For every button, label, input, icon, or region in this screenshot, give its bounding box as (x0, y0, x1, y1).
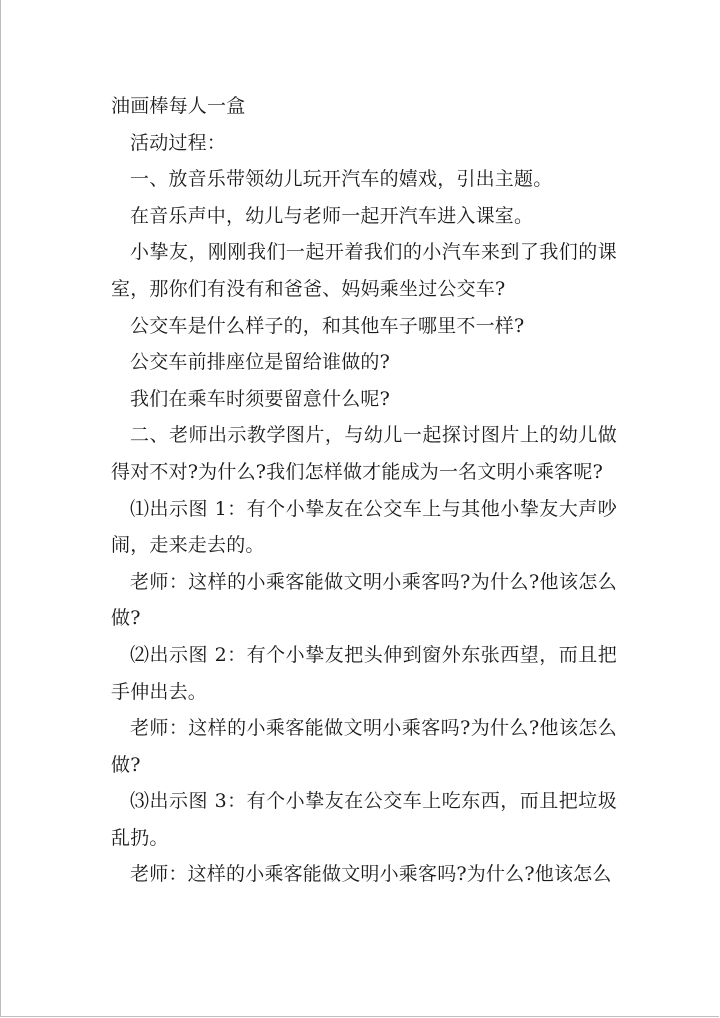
paragraph: 老师：这样的小乘客能做文明小乘客吗?为什么?他该怎么 (130, 863, 612, 886)
paragraph: 一、放音乐带领幼儿玩开汽车的嬉戏，引出主题。 (130, 168, 553, 191)
paragraph: 在音乐声中，幼儿与老师一起开汽车进入课室。 (130, 204, 534, 227)
document-body (111, 88, 617, 893)
paragraph: ⑶出示图 3：有个小挚友在公交车上吃东西，而且把垃圾乱扔。 (111, 790, 617, 849)
paragraph: 油画棒每人一盒 (111, 95, 246, 117)
paragraph: 公交车前排座位是留给谁做的? (130, 351, 390, 374)
paragraph: 老师：这样的小乘客能做文明小乘客吗?为什么?他该怎么做? (111, 717, 617, 776)
paragraph: 活动过程： (130, 131, 227, 154)
paragraph: 二、老师出示教学图片，与幼儿一起探讨图片上的幼儿做得对不对?为什么?我们怎样做才能成为一名文明小乘客呢? (111, 424, 617, 483)
paragraph: 老师：这样的小乘客能做文明小乘客吗?为什么?他该怎么做? (111, 570, 617, 630)
paragraph: 我们在乘车时须要留意什么呢? (130, 387, 390, 410)
paragraph: ⑵出示图 2：有个小挚友把头伸到窗外东张西望，而且把手伸出去。 (111, 643, 617, 703)
paragraph: ⑴出示图 1：有个小挚友在公交车上与其他小挚友大声吵闹，走来走去的。 (111, 497, 617, 557)
paragraph: 小挚友，刚刚我们一起开着我们的小汽车来到了我们的课室，那你们有没有和爸爸、妈妈乘坐过公交车? (111, 241, 617, 300)
paragraph: 公交车是什么样子的，和其他车子哪里不一样? (130, 314, 525, 337)
